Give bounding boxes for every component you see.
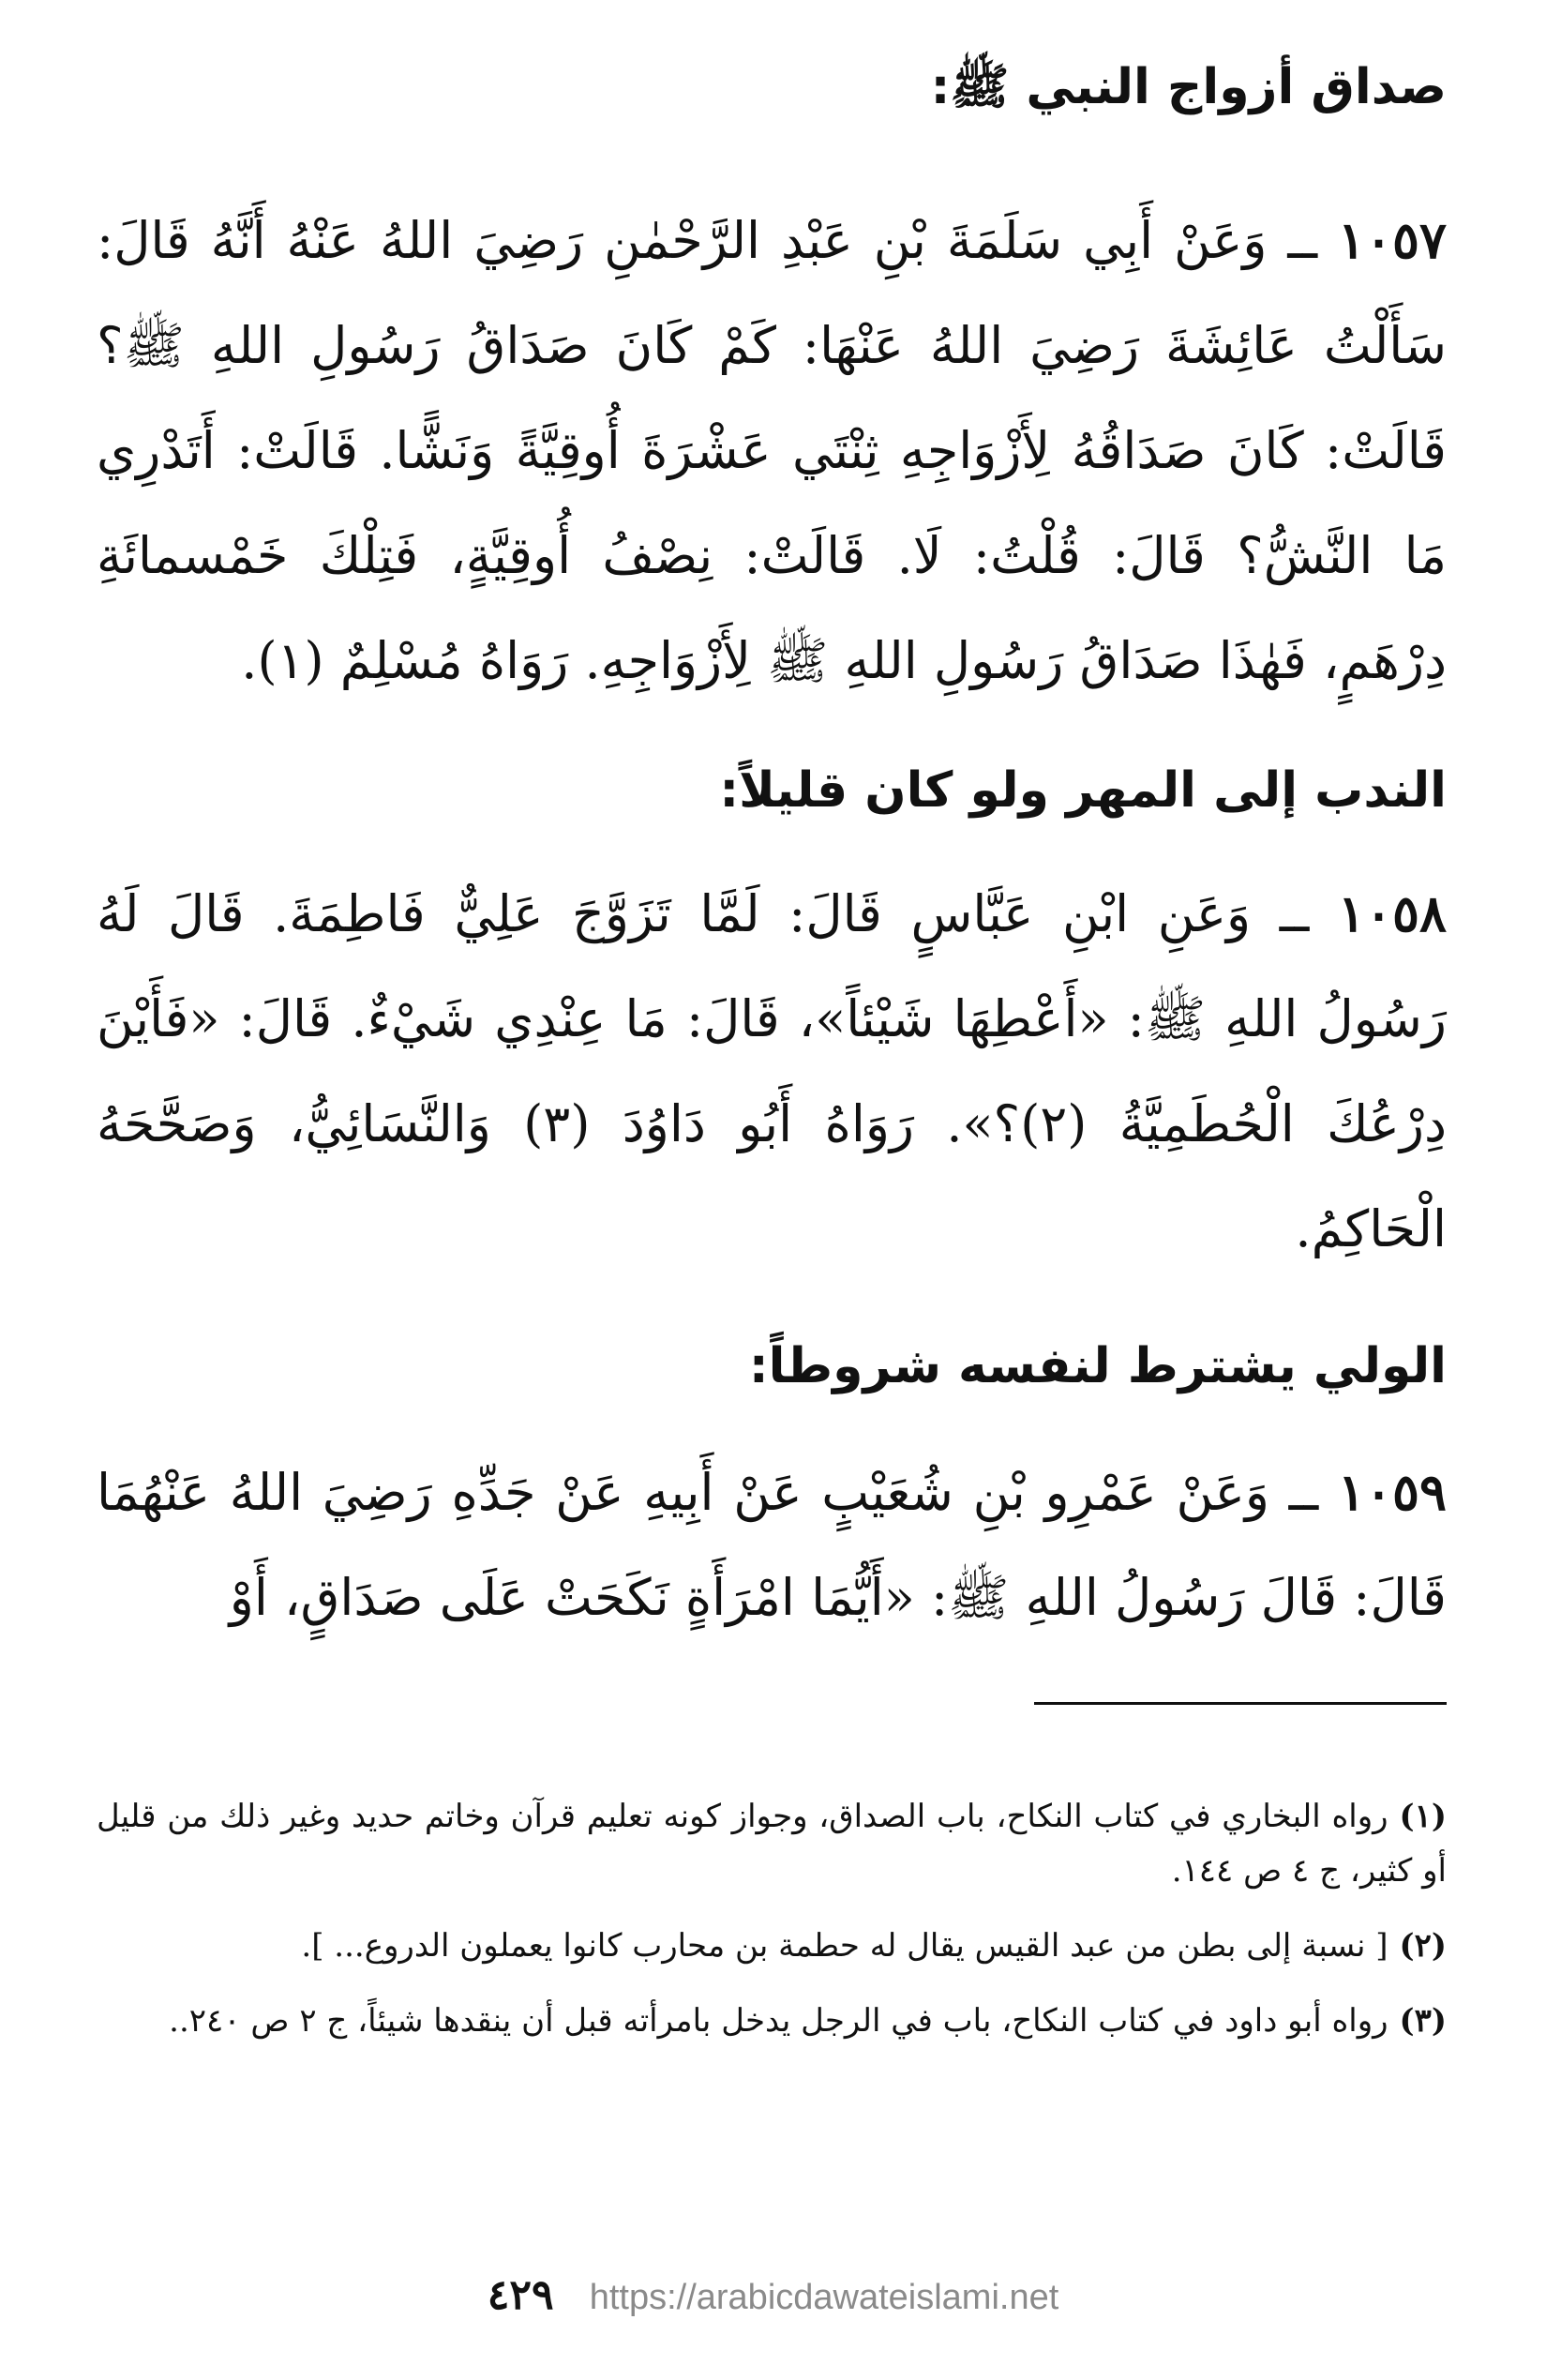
footnote-separator — [1034, 1702, 1447, 1705]
section-heading-2: الندب إلى المهر ولو كان قليلاً: — [719, 762, 1447, 819]
footnotes — [97, 1789, 1447, 2069]
page-number: ٤٢٩ — [487, 2271, 554, 2319]
footnote-number: (١) — [1399, 1798, 1447, 1835]
hadith-number: ١٠٥٩ — [1337, 1462, 1447, 1522]
footnote-number: (٢) — [1399, 1927, 1447, 1965]
hadith-text: ــ وَعَنْ عَمْرِو بْنِ شُعَيْبٍ عَنْ أَبِيهِ عَنْ جَدِّهِ رَضِيَ اللهُ عَنْهُمَا قَالَ: قَالَ رَسُولُ اللهِ ﷺ: «أَيُّمَا امْرَأَةٍ نَكَحَتْ عَلَى صَدَاقٍ، أَوْ — [97, 1463, 1447, 1627]
footnote-number: (٣) — [1399, 2002, 1447, 2040]
footnote-text: رواه أبو داود في كتاب النكاح، باب في الرجل يدخل بامرأته قبل أن ينقدها شيئاً، ج ٢ ص ٢٤٠.. — [169, 2002, 1388, 2040]
footnote-text: رواه البخاري في كتاب النكاح، باب الصداق، وجواز كونه تعليم قرآن وخاتم حديد وغير ذلك من قليل أو كثير، ج ٤ ص ١٤٤. — [97, 1798, 1447, 1890]
section-heading-3: الولي يشترط لنفسه شروطاً: — [748, 1338, 1447, 1394]
hadith-text: ــ وَعَنِ ابْنِ عَبَّاسٍ قَالَ: لَمَّا تَزَوَّجَ عَلِيٌّ فَاطِمَةَ. قَالَ لَهُ رَسُولُ اللهِ ﷺ: «أَعْطِهَا شَيْئاً»، قَالَ: مَا عِنْدِي شَيْءٌ. قَالَ: «فَأَيْنَ دِرْعُكَ الْحُطَمِيَّةُ (٢)؟». رَوَاهُ أَبُو دَاوُدَ (٣) وَالنَّسَائِيُّ، وَصَحَّحَهُ الْحَاكِمُ. — [97, 884, 1447, 1258]
footnote-2 — [97, 1919, 1447, 1973]
hadith-number: ١٠٥٨ — [1338, 883, 1448, 943]
watermark-url: https://arabicdawateislami.net — [589, 2278, 1059, 2317]
hadith-1059 — [97, 1439, 1447, 1650]
hadith-1057 — [97, 188, 1447, 714]
page-footer — [0, 2267, 1546, 2326]
hadith-text: ــ وَعَنْ أَبِي سَلَمَةَ بْنِ عَبْدِ الرَّحْمٰنِ رَضِيَ اللهُ عَنْهُ أَنَّهُ قَالَ: سَأَلْتُ عَائِشَةَ رَضِيَ اللهُ عَنْهَا: كَمْ كَانَ صَدَاقُ رَسُولِ اللهِ ﷺ؟ قَالَتْ: كَانَ صَدَاقُهُ لِأَزْوَاجِهِ ثِنْتَي عَشْرَةَ أُوقِيَّةً وَنَشًّا. قَالَتْ: أَتَدْرِي مَا النَّشُّ؟ قَالَ: قُلْتُ: لَا. قَالَتْ: نِصْفُ أُوقِيَّةٍ، فَتِلْكَ خَمْسمائَةِ دِرْهَمٍ، فَهٰذَا صَدَاقُ رَسُولِ اللهِ ﷺ لِأَزْوَاجِهِ. رَوَاهُ مُسْلِمٌ (١). — [97, 211, 1447, 690]
section-heading-1: صداق أزواج النبي ﷺ: — [930, 59, 1447, 115]
hadith-1058 — [97, 861, 1447, 1282]
hadith-number: ١٠٥٧ — [1338, 210, 1448, 270]
footnote-1 — [97, 1789, 1447, 1898]
footnote-3 — [97, 1994, 1447, 2048]
footnote-text: [ نسبة إلى بطن من عبد القيس يقال له حطمة بن محارب كانوا يعملون الدروع... ]. — [301, 1927, 1388, 1965]
